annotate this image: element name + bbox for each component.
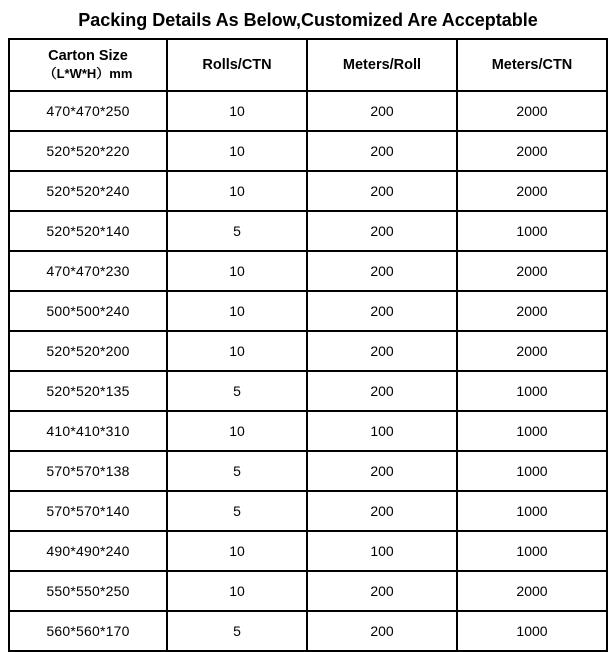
- column-header-carton-size-main: Carton Size: [48, 48, 128, 64]
- cell-meters-roll: 200: [307, 451, 457, 491]
- cell-rolls-ctn: 5: [167, 451, 307, 491]
- cell-meters-ctn: 2000: [457, 131, 607, 171]
- table-row: [9, 451, 607, 491]
- cell-meters-ctn: 2000: [457, 331, 607, 371]
- cell-meters-roll: 200: [307, 331, 457, 371]
- table-row: [9, 291, 607, 331]
- cell-meters-roll: 200: [307, 211, 457, 251]
- cell-carton-size: 410*410*310: [9, 411, 167, 451]
- table-row: [9, 211, 607, 251]
- cell-rolls-ctn: 10: [167, 331, 307, 371]
- table-header-row: [9, 39, 607, 91]
- table-body: [9, 91, 607, 651]
- column-header-meters-ctn: Meters/CTN: [457, 39, 607, 91]
- cell-carton-size: 470*470*250: [9, 91, 167, 131]
- cell-meters-ctn: 1000: [457, 411, 607, 451]
- cell-carton-size: 470*470*230: [9, 251, 167, 291]
- cell-meters-roll: 200: [307, 571, 457, 611]
- cell-rolls-ctn: 5: [167, 211, 307, 251]
- cell-meters-roll: 200: [307, 251, 457, 291]
- cell-carton-size: 570*570*138: [9, 451, 167, 491]
- cell-meters-ctn: 1000: [457, 531, 607, 571]
- packing-details-table: [8, 38, 608, 652]
- table-row: [9, 331, 607, 371]
- cell-carton-size: 520*520*220: [9, 131, 167, 171]
- column-header-carton-size-sub: （L*W*H）mm: [43, 66, 133, 81]
- cell-meters-ctn: 2000: [457, 171, 607, 211]
- cell-meters-roll: 200: [307, 131, 457, 171]
- column-header-carton-size: [9, 39, 167, 91]
- cell-carton-size: 520*520*200: [9, 331, 167, 371]
- column-header-meters-roll: Meters/Roll: [307, 39, 457, 91]
- table-row: [9, 491, 607, 531]
- cell-meters-ctn: 1000: [457, 371, 607, 411]
- cell-rolls-ctn: 10: [167, 291, 307, 331]
- table-row: [9, 411, 607, 451]
- table-row: [9, 531, 607, 571]
- cell-meters-roll: 200: [307, 91, 457, 131]
- cell-meters-roll: 200: [307, 491, 457, 531]
- cell-rolls-ctn: 10: [167, 131, 307, 171]
- cell-meters-roll: 200: [307, 611, 457, 651]
- cell-meters-ctn: 1000: [457, 611, 607, 651]
- cell-carton-size: 490*490*240: [9, 531, 167, 571]
- table-row: [9, 371, 607, 411]
- cell-meters-ctn: 1000: [457, 451, 607, 491]
- cell-meters-roll: 200: [307, 171, 457, 211]
- cell-meters-ctn: 1000: [457, 211, 607, 251]
- cell-meters-ctn: 2000: [457, 251, 607, 291]
- cell-meters-roll: 200: [307, 371, 457, 411]
- column-header-rolls-ctn: Rolls/CTN: [167, 39, 307, 91]
- cell-meters-ctn: 2000: [457, 291, 607, 331]
- cell-rolls-ctn: 5: [167, 491, 307, 531]
- table-row: [9, 91, 607, 131]
- table-row: [9, 251, 607, 291]
- table-row: [9, 171, 607, 211]
- cell-meters-roll: 200: [307, 291, 457, 331]
- cell-carton-size: 520*520*135: [9, 371, 167, 411]
- cell-carton-size: 520*520*140: [9, 211, 167, 251]
- cell-meters-roll: 100: [307, 531, 457, 571]
- cell-rolls-ctn: 10: [167, 171, 307, 211]
- page-title: Packing Details As Below,Customized Are Acceptable: [78, 10, 538, 30]
- cell-meters-ctn: 2000: [457, 571, 607, 611]
- cell-meters-ctn: 2000: [457, 91, 607, 131]
- table-header: [9, 39, 607, 91]
- cell-rolls-ctn: 10: [167, 531, 307, 571]
- cell-carton-size: 500*500*240: [9, 291, 167, 331]
- cell-rolls-ctn: 10: [167, 571, 307, 611]
- cell-rolls-ctn: 10: [167, 251, 307, 291]
- cell-carton-size: 570*570*140: [9, 491, 167, 531]
- table-row: [9, 571, 607, 611]
- cell-meters-ctn: 1000: [457, 491, 607, 531]
- cell-rolls-ctn: 10: [167, 91, 307, 131]
- table-row: [9, 131, 607, 171]
- cell-carton-size: 560*560*170: [9, 611, 167, 651]
- cell-carton-size: 550*550*250: [9, 571, 167, 611]
- cell-carton-size: 520*520*240: [9, 171, 167, 211]
- cell-meters-roll: 100: [307, 411, 457, 451]
- cell-rolls-ctn: 10: [167, 411, 307, 451]
- cell-rolls-ctn: 5: [167, 611, 307, 651]
- cell-rolls-ctn: 5: [167, 371, 307, 411]
- table-row: [9, 611, 607, 651]
